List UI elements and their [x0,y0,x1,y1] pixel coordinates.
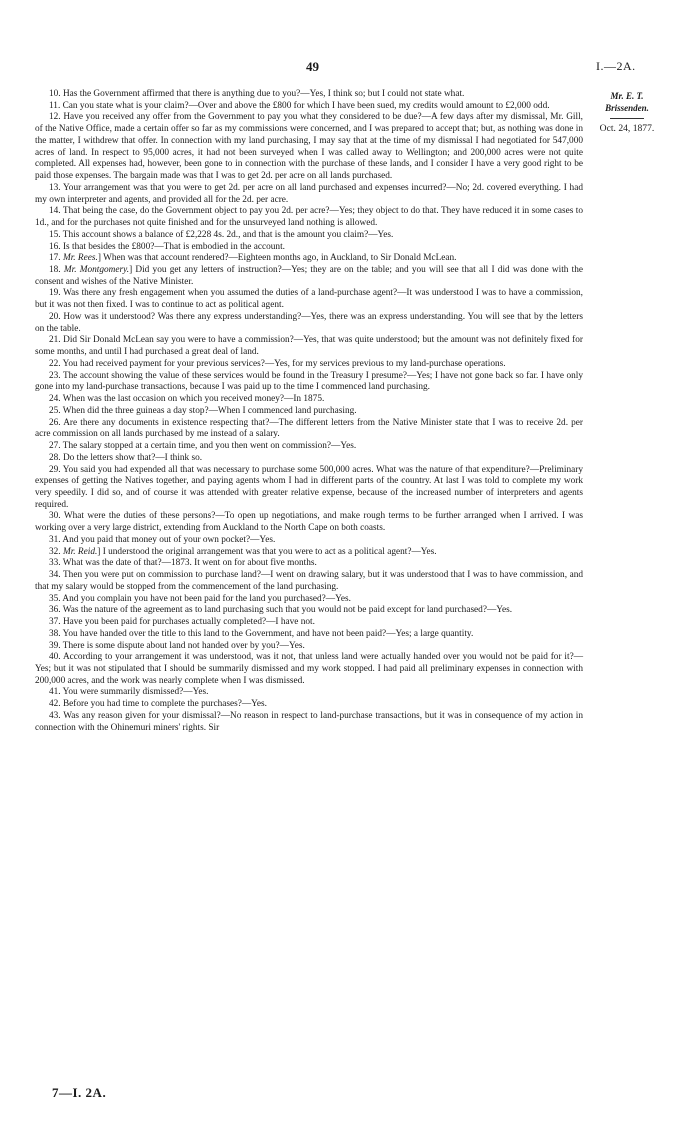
margin-rule [610,118,644,119]
question-answer-paragraph: 21. Did Sir Donald McLean say you were to have a commission?—Yes, that was quite understood; but the amount was not definitely fixed for some months, and until I had purchased a great deal of land. [35,335,583,358]
question-answer-paragraph: 33. What was the date of that?—1873. It went on for about five months. [49,558,317,569]
question-answer-paragraph: 26. Are there any documents in existence respecting that?—The different letters from the Native Minister state that I was to receive 2d. per acre commission on all lands purchased by me instead of a salary. [35,417,583,440]
question-answer-paragraph: 31. And you paid that money out of your own pocket?—Yes. [49,534,276,545]
question-answer-paragraph: 19. Was there any fresh engagement when you assumed the duties of a land-purchase agent?—It was understood I was to have a commission, but it was not then fixed. I was to continue to act as political agent. [35,288,583,311]
question-answer-paragraph: 25. When did the three guineas a day stop?—When I commenced land purchasing. [49,405,357,416]
question-answer-paragraph: 24. When was the last occasion on which you received money?—In 1875. [49,394,325,405]
testimony-body [35,89,583,734]
page-number: 49 [306,59,319,74]
question-answer-paragraph: 12. Have you received any offer from the Government to pay you what they considered to be due?—A few days after my dismissal, Mr. Gill, of the Native Office, made a certain offer so far as my commissions were concerned, and I was prepared to accept that; but, as nothing was done in the matter, I withdrew that offer. In connection with my land purchasing, I may say that at the time of my dismissal I had negotiated for 547,000 acres of land. In respect to 95,000 acres, it had not been surveyed when I was called away to Wellington; and 200,000 acres were not quite completed. All expenses had, however, been gone to in connection with the purchase of these lands, and I consider I have a very good right to be paid those expenses. The bargain made was that I was to get 2d. per acre on all lands purchased. [35,112,583,182]
question-answer-paragraph: 38. You have handed over the title to this land to the Government, and have not been paid?—Yes; a large quantity. [49,628,474,639]
question-answer-paragraph: 27. The salary stopped at a certain time, and you then went on commission?—Yes. [49,441,357,452]
question-answer-paragraph: 18. Mr. Montgomery.] Did you get any letters of instruction?—Yes; they are on the table; and you will see that all I did was done with the consent and wishes of the Native Minister. [35,265,584,287]
question-answer-paragraph: 30. What were the duties of these persons?—To open up negotiations, and make rough terms to be further arranged when I arrived. I was working over a very large district, extending from Auckland to the North Cape on both coasts. [35,511,583,534]
witness-name: Mr. E. T. Brissenden. [605,91,649,113]
question-answer-paragraph: 29. You said you had expended all that was necessary to purchase some 500,000 acres. What was the nature of that expenditure?—Preliminary expenses of getting the Natives together, and paying agents whom I had in different parts of the country. At last I was told to complete my work very speedily. I did so, and of course it was attended with greater relative expense, because of the increased number of interpreters and agents required. [35,464,583,510]
document-reference: I.—2A. [596,59,636,73]
question-answer-paragraph: 42. Before you had time to complete the purchases?—Yes. [49,699,267,710]
signature-mark: 7—I. 2A. [52,1085,107,1100]
question-answer-paragraph: 10. Has the Government affirmed that there is anything due to you?—Yes, I think so; but I could not state what. [49,89,465,99]
question-answer-paragraph: 36. Was the nature of the agreement as to land purchasing such that you would not be paid except for land purchased?—Yes. [49,605,513,616]
question-answer-paragraph: 13. Your arrangement was that you were to get 2d. per acre on all land purchased and expenses incurred?—No; 2d. covered everything. I had my own interpreter and agents, and provided all for the 2d. per acre. [35,182,583,205]
question-answer-paragraph: 35. And you complain you have not been paid for the land you purchased?—Yes. [49,593,351,604]
question-answer-paragraph: 20. How was it understood? Was there any express understanding?—Yes, there was an express understanding. You will see that by the letters on the table. [35,311,583,334]
question-answer-paragraph: 22. You had received payment for your previous services?—Yes, for my services previous to my land-purchase operations. [49,358,506,369]
question-answer-paragraph: 39. There is some dispute about land not handed over by you?—Yes. [49,640,305,651]
question-answer-paragraph: 15. This account shows a balance of £2,228 4s. 2d., and that is the amount you claim?—Yes. [49,229,394,240]
margin-note [591,90,663,134]
question-answer-paragraph: 37. Have you been paid for purchases actually completed?—I have not. [49,617,315,628]
question-answer-paragraph: 16. Is that besides the £800?—That is embodied in the account. [49,241,285,252]
question-answer-paragraph: 23. The account showing the value of these services would be found in the Treasury I presume?—Yes; I have not gone back so far. I have only gone into my land-purchase transactions, because I was paid up to the time I commenced land purchasing. [35,370,583,393]
question-answer-paragraph: 14. That being the case, do the Government object to pay you 2d. per acre?—Yes; they object to do that. They have reduced it in some cases to 1d., and for the purchases not quite finished and for the unsurveyed land nothing is allowed. [35,206,583,229]
question-answer-paragraph: 28. Do the letters show that?—I think so. [49,452,203,463]
question-answer-paragraph: 40. According to your arrangement it was understood, was it not, that unless land were actually handed over you would not be paid for it?—Yes; but it was not stipulated that I should be summarily dismissed and my work stopped. I had paid all preliminary expenses in connection with 200,000 acres, and the work was nearly complete when I was dismissed. [35,652,583,686]
question-answer-paragraph: 32. Mr. Reid.] I understood the original arrangement was that you were to act as a political agent?—Yes. [49,546,437,557]
question-answer-paragraph: 11. Can you state what is your claim?—Over and above the £800 for which I have been sued, my credits would amount to £2,000 odd. [49,100,550,111]
question-answer-paragraph: 43. Was any reason given for your dismissal?—No reason in respect to land-purchase transactions, but it was in consequence of my action in connection with the Ohinemuri miners' rights. Sir [35,710,583,733]
testimony-date: Oct. 24, 1877. [599,123,655,134]
question-answer-paragraph: 17. Mr. Rees.] When was that account rendered?—Eighteen months ago, in Auckland, to Sir Donald McLean. [49,253,457,264]
question-answer-paragraph: 41. You were summarily dismissed?—Yes. [49,687,209,698]
question-answer-paragraph: 34. Then you were put on commission to purchase land?—I went on drawing salary, but it was understood that I was to have commission, and that my salary would be stopped from the commencement of the land purchasing. [35,570,583,592]
